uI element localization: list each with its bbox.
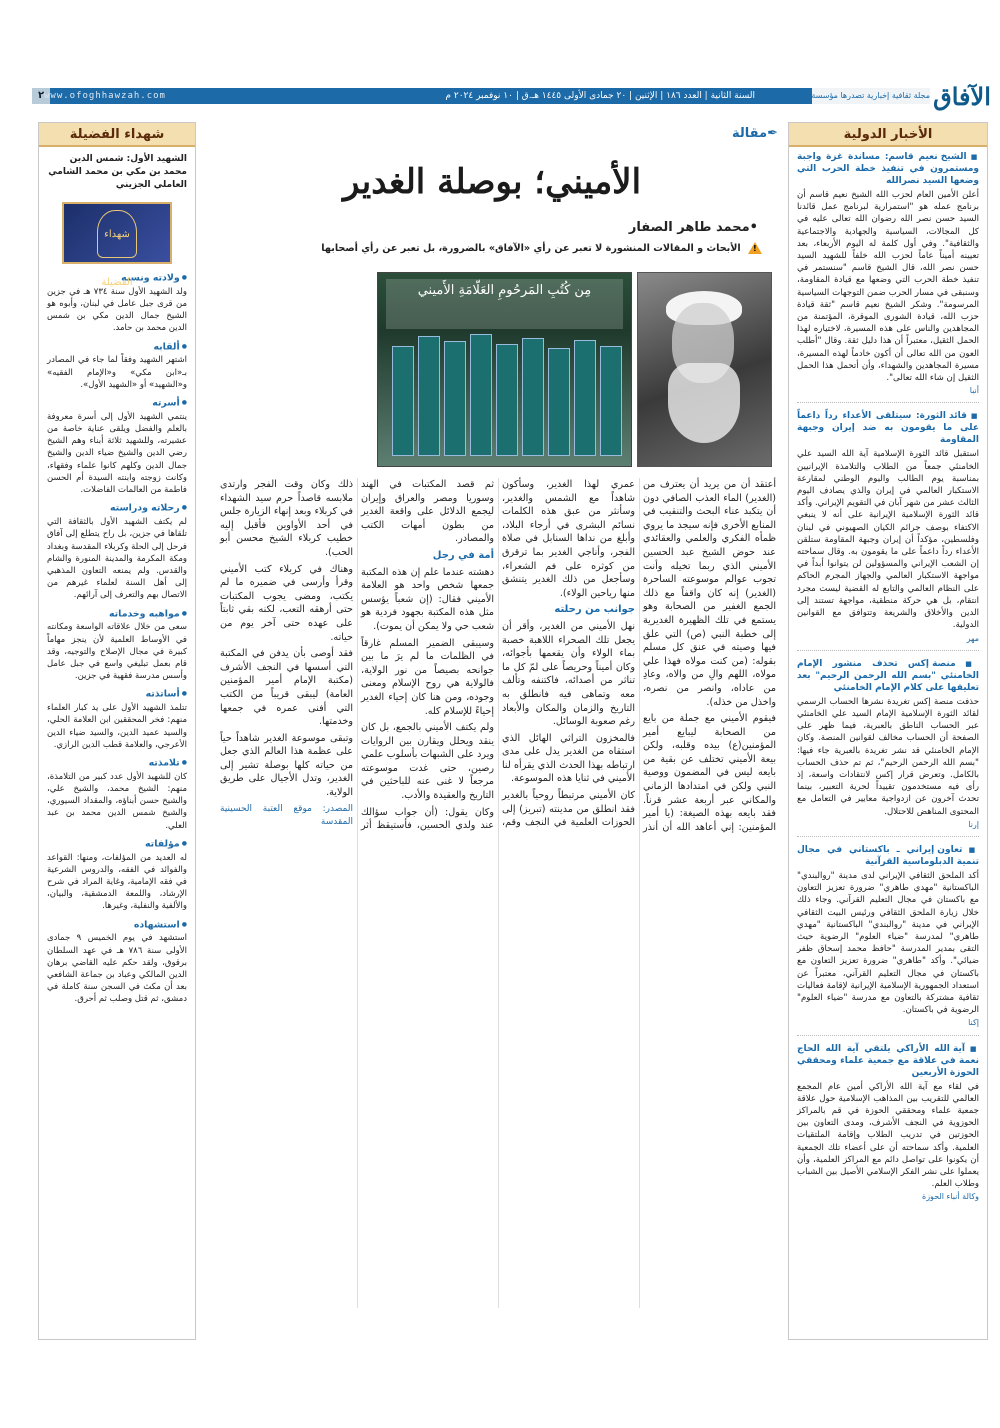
bio-title: ● أسرته — [47, 397, 187, 410]
bio-body: ينتمي الشهيد الأول إلى أسرة معروفة بالعلم والفضل ويلقى عناية خاصة من عشيرته، وللشهيد ثلاثة أبناء وهم الشيخ رضي الدين والشيخ ضياء الدين والشيخ جمال الدين وكلهم كانوا علماء وفقهاء، وكانت زوجته وابنته السيدة أم الحسن فاطمة من العالمات الفاضلات. — [47, 411, 187, 496]
news-title[interactable]: ■ تعاون إيراني ـ باكستاني في مجال تنمية الدبلوماسية القرآنية — [797, 844, 979, 868]
article-paragraph: فيقوم الأميني مع جملة من بايع من الصحابة ليبايع أمير المؤمنين(ع) بيده وقلبه، ولكن بيعة الأميني تختلف عن بقية من بايعه ليس في المضمون ووصية النبي ولكن في امتدادها الزماني والمكاني عبر أربعة عشر قرناً. فقد بايعه بهذه الصيغة: (يا أمير المؤمنين: إني أعاهد الله أن أنذر عمري لهذا الغدير، وسأكون شاهداً مع الشمس والغدير، وسأنثر من عبق هذه الكلمات نسائم البشرى في أرجاء البلاد، وأبلغ من نداها السنابل في صلاة الفجر، وأناجي الغدير بما ترقرق من كوثره على فم الشعراء، وسأجعل من ذلك الغدير يتنشق منها رياحين الولاء). — [502, 479, 776, 833]
divider — [797, 1035, 979, 1036]
article-paragraph: كان الأميني مرتبطاً روحياً بالغدير فقد انطلق من مدينته (تبريز) إلى الحوزات العلمية في النجف وقم، ثم قصد المكتبات في الهند وسوريا ومصر والعراق وإيران ليجمع الدلائل على واقعة الغدير من بطون أمهات الكتب والمصادر. — [361, 479, 635, 829]
international-news-column — [788, 122, 988, 1340]
bio-title: ● تلامذته — [47, 757, 187, 770]
article-column — [200, 122, 782, 1340]
news-item — [789, 840, 987, 1032]
article-paragraph: نهل الأميني من الغدير، وأقر أن يجعل تلك الصحراء اللاهبة خصبة بماء الولاء وأن يقعمها بأجوائه، وكان أميناً وحريصاً على لمّ كل ما تناثر من أصدائه، فاكتنفه وتألف معه وتماهى فيه فانطلق به التاريخ والزمان والمكان والأبعاد رغم صعوبة الوسائل. — [502, 620, 635, 728]
news-source: أنبا — [969, 386, 979, 396]
bio-section — [39, 919, 195, 1008]
bio-section — [39, 608, 195, 685]
book-shape — [600, 346, 622, 456]
bio-title: ● رحلاته ودراسته — [47, 502, 187, 515]
bio-section — [39, 757, 195, 834]
section-title: شهداء الفضيلة — [39, 123, 195, 147]
article-title: الأميني؛ بوصلة الغدير — [342, 162, 642, 202]
book-shape — [392, 346, 414, 456]
bio-section — [39, 838, 195, 915]
news-title[interactable]: ■ الشيخ نعيم قاسم: مساندة غزة واجبة ومستمرون في تنفيذ خطة الحرب التي وضعها السيد نصرالله — [797, 151, 979, 187]
divider — [797, 836, 979, 837]
divider — [797, 650, 979, 651]
article-paragraph: وسيبقى الضمير المسلم غارقاً في الظلمات ما لم يرَ ما بين جوانحه بصيصاً من نور الولاية، فالولاية هي روح الإسلام ومعنى وجوده، ومن هنا كان إحياء الغدير إحياءً للإسلام كله. — [361, 637, 494, 717]
article-paragraph: وتبقى موسوعة الغدير شاهداً حياً على عظمة هذا العالم الذي جعل من حياته كلها بوصلة تشير إلى الغدير، وتدل الأجيال على طريق الولاية. — [220, 732, 353, 799]
bio-body: كان للشهيد الأول عدد كبير من التلامذة، منهم: الشيخ محمد، والشيخ علي، والشيخ حسن أبناؤه، والمقداد السيوري، والشيخ شمس الدين محمد بن عبد العلي. — [47, 771, 187, 831]
news-source: مهر — [966, 633, 979, 643]
news-body: استقبل قائد الثورة الإسلامية آية الله السيد علي الخامنئي جمعاً من الطلاب والتلامذة الإيرانيين بمناسبة يوم الطالب واليوم الوطني لمقارعة الاستكبار العالمي في إيران والذي يصادف اليوم الثالث عشر من شهر آبان في التقويم الإيراني. وأكد قائد الثورة الإسلامية الإيرانية على أنه لا ينبغي الاكتفاء بوصف جرائم الكيان الصهيوني في لبنان وفلسطين، مؤكداً أن إيران وجبهة المقاومة ستلقن الأعداء رداً داعماً على ما يقومون به. وقال سماحته إن الشعب الإيراني والمسؤولين لن يتوانوا أبداً في مواجهة الاستكبار العالمي والجهاز المجرم الحاكم على النظام العالمي والتابع له القضية ليست مجرد انتقام، بل هي حركة منطقية، مواجهة تستند إلى الدين والأخلاق والشريعة وتتوافق مع القوانين الدولية. — [797, 449, 979, 631]
article-body — [220, 478, 782, 1308]
news-item — [789, 654, 987, 833]
bio-title: ● استشهاده — [47, 919, 187, 932]
book-shape — [418, 336, 440, 456]
news-source: وكالة أنباء الحوزة — [922, 1192, 979, 1202]
page-header — [0, 0, 1000, 118]
article-tag-label: مقالة — [732, 126, 768, 141]
bio-section — [39, 688, 195, 753]
article-subhead: جوانب من رحلته — [554, 604, 635, 616]
bio-title: ● ألقابه — [47, 341, 187, 354]
logo[interactable]: الآفاق — [930, 82, 994, 112]
bio-title: ● مواهبه وخدماته — [47, 608, 187, 621]
news-title[interactable]: ■ قائد الثورة: سيتلقى الأعداء رداً داعماً على ما يقومون به ضد إيران وجبهة المقاومة — [797, 410, 979, 446]
bio-body: اشتهر الشهيد وفقاً لما جاء في المصادر بـ«ابن مكي» و«الإمام الفقيه» و«الشهيد» أو «الشهيد الأول». — [47, 355, 187, 390]
news-item — [789, 147, 987, 399]
article-author: •محمد طاهر الصفار — [628, 220, 758, 235]
news-item — [789, 406, 987, 646]
article-tag — [732, 126, 778, 141]
news-body: في لقاء مع آية الله الأراكي أمين عام المجمع العالمي للتقريب بين المذاهب الإسلامية حول علاقة جمعية علماء ومحققي الحوزة في قم بالمراكز الحوزوية في النجف الأشرف، ومدى التعاون بين الحوزتين في تدريب الطلاب وإقامة الملتقيات العلمية. وأكد سماحته أن على أعضاء تلك الجمعية أن يكونوا على تواصل دائم مع المراكز العلمية، وأن يعملوا على نشر الفكر الإسلامي الأصيل بين الشباب وطلاب العلم. — [797, 1081, 979, 1190]
book-shape — [574, 340, 596, 456]
article-subhead: أمة في رجل — [432, 549, 494, 561]
bio-body: تتلمذ الشهيد الأول على يد كبار العلماء منهم: فخر المحققين ابن العلامة الحلي، والسيد عميد الدين، والسيد ضياء الدين الأعرجي، والعلامة قطب الدين الرازي. — [47, 703, 187, 750]
page-number: ٢ — [32, 88, 50, 104]
bio-section — [39, 341, 195, 393]
bio-body: لم يكتف الشهيد الأول بالثقافة التي تلقاها في جزين، بل راح يتطلع إلى آفاق فرحل إلى الحلة وكربلاء المقدسة وبغداد ومكة المكرمة والمدينة المنورة والشام والقدس. ولم يمنعه التعاون المذهبي إلى أهل السنة لعلماء غيرهم من الاتصال بهم والتعرف إلى آرائهم. — [47, 517, 187, 601]
news-body: أكد الملحق الثقافي الإيراني لدى مدينة "روالبندي" الباكستانية "مهدي طاهري" ضرورة تعزيز التعاون مع باكستان في مجال التعليم القرآني. وجاء ذلك خلال زيارة الملحق الثقافي ورئيس البيت الثقافي الإيراني في مدينة "روالبندي" الباكستانية "مهدي طاهري" لمدرسة "ضياء العلوم" الرضوية حيث التقى بمدير المدرسة "حافظ محمد إسحاق ظفر ضيائي". وأكد "طاهري" ضرورة تعزيز التعاون مع باكستان في مجال التعليم القرآني، معتبراً عن استعداد الجمهورية الإسلامية الإيرانية لإقامة فعاليات ثقافية مشتركة بالتعاون مع مدرسة "ضياء العلوم" الرضوية في باكستان. — [797, 870, 979, 1016]
brand-tagline: مجلة ثقافية إخبارية تصدرها مؤسسة الحوزة الدينية — [812, 88, 930, 104]
books-banner: مِن كُتُبِ المَرحُومِ العَلّامَةِ الأَميني — [386, 279, 623, 329]
book-shape — [444, 341, 466, 456]
news-body: أعلن الأمين العام لحزب الله الشيخ نعيم قاسم أن برنامج عمله هو "استمرارية لبرنامج عمل قائدنا السيد حسن نصر الله رضوان الله تعالى عليه في كل المجالات، السياسية والجهادية والاجتماعية والثقافية". وفي أول كلمة له اليوم الأربعاء، بعد تعيينه أميناً عاماً لحزب الله خلفاً للشهيد السيد حسن نصر الله، قال الشيخ قاسم "سنستمر في تنفيذ خطة الحرب التي وضعها مع قيادة المقاومة، وسنبقى في مسار الحرب ضمن التوجهات السياسية المرسومة". وشكر الشيخ نعيم قاسم "ثقة قيادة حزب الله، قيادة الشورى الموقرة، المؤتمنة من المجاهدين والناس على هذه المسيرة، لاختياره لهذا الحمل الثقيل، معتبراً أن هذا دليل ثقة. وقال "أطلب العون من الله تعالى أن أكون خادماً لهذه المسيرة، مسيرة المجاهدين والشهداء، وأن أتحمل هذا الحمل الثقيل إن شاء الله تعالى". — [797, 190, 979, 384]
news-source: إرنا — [968, 819, 979, 829]
disclaimer-text: الأبحاث و المقالات المنشورة لا تعبر عن رأي «الآفاق» بالضرورة، بل تعبر عن رأي أصحابها — [321, 243, 741, 254]
bio-title: ● ولادته ونسبه — [47, 272, 187, 285]
bio-body: سعى من خلال علاقاته الواسعة ومكانته في الأوساط العلمية لأن ينجز مهاماً كبيرة في مجال الإصلاح والتوجيه، وقد قام بعمل تبليغي واسع في جبل عامل وأسس مدرسة فقهية في جزين. — [47, 622, 187, 682]
bio-body: استشهد في يوم الخميس ٩ جمادى الأولى سنة ٧٨٦ هـ في عهد السلطان برقوق، ولقد حكم عليه القاضي برهان الدين المالكي وعباد بن جماعة الشافعي بعد أن مكث في السجن سنة كاملة في دمشق، ثم قتل وصلب ثم أحرق. — [47, 933, 187, 1005]
bio-body: له العديد من المؤلفات، ومنها: القواعد والفوائد في الفقه، والدروس الشرعية في فقه الإمامية، وغاية المراد في شرح الإرشاد، واللمعة الدمشقية، والبيان، والألفية والنفلية، وغيرها. — [47, 852, 187, 912]
martyr-intro: الشهيد الأول: شمس الدين محمد بن مكي بن محمد الشامي العاملي الجزيني — [48, 154, 187, 190]
article-paragraph: وهناك في كربلاء كتب الأميني وقرأ وأرسى في ضميره ما لم يكتب، ومضى يجوب المكتبات حتى أرهقه التعب، لكنه بقي ثابتاً على عهده حتى آخر يوم من حياته. — [220, 563, 353, 643]
site-url[interactable]: www.ofoghhawzah.com — [44, 91, 166, 101]
martyrs-column — [38, 122, 196, 1340]
article-paragraph: وكان يقول: (أن جواب سؤالك عند ولدي الحسين، فأستيقظ أثر ذلك وكان وقت الفجر وارتدى ملابسه قاصداً حرم سيد الشهداء في كربلاء وبعد إنهاء الزيارة جلس في أحد الأواوين فأقبل إليه خطيب كربلاء الشيخ محسن أبو الحب). — [220, 479, 494, 832]
books-photo — [377, 272, 632, 467]
book-shape — [522, 338, 544, 456]
issue-meta: السنة الثانية | العدد ١٨٦ | الإثنين | ٢٠ جمادى الأولى ١٤٤٥ هـ.ق | ١٠ نوفمبر ٢٠٢٤ م — [445, 91, 755, 101]
news-body: حذفت منصة إكس تغريدة نشرها الحساب الرسمي لقائد الثورة الإسلامية الإمام السيد علي الخامنئي عبر الحساب الناطق بالعبرية، فيما ظهر على الصفحة أن الحساب مخالف لقوانين المنصة. وكان الإمام الخامنئي قد نشر تغريدة بالعبرية جاء فيها: "بسم الله الرحمن الرحيم"، ثم تم حذف الحساب بالكامل. وتعرض قرار إكس لانتقادات واسعة، إذ رأى فيه مستخدمون تقييداً لحرية التعبير، بينما تحدث آخرون عن ازدواجية معايير في التعامل مع المحتوى المناهض للاحتلال. — [797, 696, 979, 817]
article-paragraph: دهشته عندما علم إن هذه المكتبة جمعها شخص واحد هو العلامة الأميني فقال: (إن شعباً يؤسس مثل هذه المكتبة بجهود فردية هو شعب حي ولا يمكن أن يموت). — [361, 566, 494, 632]
news-title[interactable]: ■ منصة إكس تحذف منشور الإمام الخامنئي "بسم الله الرحمن الرحيم" بعد تعليقها على كلام الإمام الخامنئي — [797, 658, 979, 694]
news-title[interactable]: ■ آية الله الأراكي يلتقي آية الله الحاج نعمة في علاقة مع جمعية علماء ومحققي الحوزة الأربعين — [797, 1043, 979, 1079]
news-source: إكنا — [968, 1018, 979, 1028]
bio-title: ● أساتذته — [47, 688, 187, 701]
portrait-photo — [637, 272, 772, 467]
book-shape — [548, 348, 570, 456]
section-title: الأخبار الدولية — [789, 123, 987, 147]
article-paragraph: فقد أوصى بأن يدفن في المكتبة التي أسسها في النجف الأشرف (مكتبة الإمام أمير المؤمنين العامة) ليبقى قريباً من الكتب التي أفنى عمره في جمعها وخدمتها. — [220, 648, 353, 728]
book-cover-title: شهداء الفضيلة — [97, 210, 137, 258]
article-paragraph: أعتقد أن من يريد أن يعترف من (الغدير) الماء العذب الصافي دون أن يتكبد عناء البحث والتنقيب في المنابع الأخرى فإنه سيجد ما يروي ظمأه الفكري والعلمي والعقائدي عند حوض الشيخ عبد الحسين الأميني الذي ربما تخيله وأنت تجوب عوالم موسوعته الساحرة (الغدير) إنه كان واقفاً مع ذلك الجمع الغفير من الصحابة وهو يستمع في تلك الظهيرة الغديرية إلى خطبة النبي (ص) التي علق فيها وصيته في عنق كل مسلم بقوله: (من كنت مولاه فهذا علي مولاه، اللهم والِ من والاه، وعادِ من عاداه، وانصر من نصره، واخذل من خذله). — [643, 479, 776, 708]
article-paragraph: ولم يكتف الأميني بالجمع، بل كان ينقد ويحلل ويقارن بين الروايات ويرد على الشبهات بأسلوب علمي رصين، حتى غدت موسوعته مرجعاً لا غنى عنه للباحثين في التاريخ والعقيدة والأدب. — [361, 722, 494, 802]
warning-icon — [748, 242, 762, 254]
news-item — [789, 1039, 987, 1206]
bio-title: ● مؤلفاته — [47, 838, 187, 851]
article-source: المصدر: موقع العتبة الحسينية المقدسة — [220, 803, 353, 828]
book-shape — [496, 344, 518, 456]
disclaimer — [321, 242, 762, 254]
divider — [797, 402, 979, 403]
book-shape — [470, 334, 492, 456]
bio-section — [39, 502, 195, 603]
bio-body: ولد الشهيد الأول سنة ٧٣٤ هـ في جزين من قرى جبل عامل في لبنان، وأبوه هو الشيخ جمال الدين مكي بن شمس الدين محمد بن حامد. — [47, 286, 187, 334]
pen-icon: ✒ — [767, 126, 778, 141]
article-paragraph: فالمخزون التراثي الهائل الذي استقاه من الغدير يدل على مدى ارتباطه بهذا الحدث الذي يقرأه لنا الأميني في ثنايا هذه الموسوعة. — [502, 732, 635, 785]
beard-shape — [668, 363, 740, 443]
bio-section — [39, 397, 195, 498]
